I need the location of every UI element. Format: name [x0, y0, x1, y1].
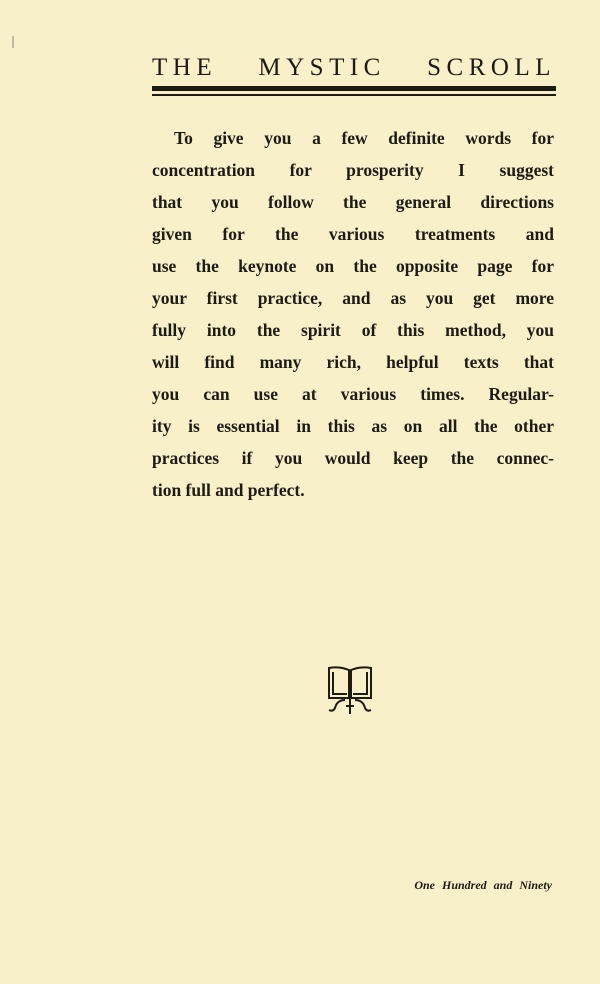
header-rule-thin: [152, 94, 556, 96]
text-line: that you follow the general directions: [152, 192, 554, 212]
header-word: THE: [152, 54, 218, 81]
text-line: practices if you would keep the connec-: [152, 448, 554, 468]
text-line: concentration for prosperity I suggest: [152, 160, 554, 180]
header-rule-thick: [152, 86, 556, 91]
header-word: SCROLL: [427, 54, 556, 81]
page-number: One Hundred and Ninety: [414, 878, 552, 892]
open-book-on-stand-icon: [325, 664, 375, 716]
text-line: ity is essential in this as on all the other: [152, 416, 554, 436]
text-line: will find many rich, helpful texts that: [152, 352, 554, 372]
text-line: tion full and perfect.: [152, 480, 305, 500]
scan-mark: [12, 36, 14, 48]
header-word: MYSTIC: [258, 54, 386, 81]
text-line: fully into the spirit of this method, you: [152, 320, 554, 340]
text-line: you can use at various times. Regular-: [152, 384, 554, 404]
text-line: your first practice, and as you get more: [152, 288, 554, 308]
body-paragraph: [152, 122, 554, 506]
running-header: [152, 52, 556, 84]
text-line: To give you a few definite words for: [174, 128, 554, 148]
text-line: given for the various treatments and: [152, 224, 554, 244]
text-line: use the keynote on the opposite page for: [152, 256, 554, 276]
